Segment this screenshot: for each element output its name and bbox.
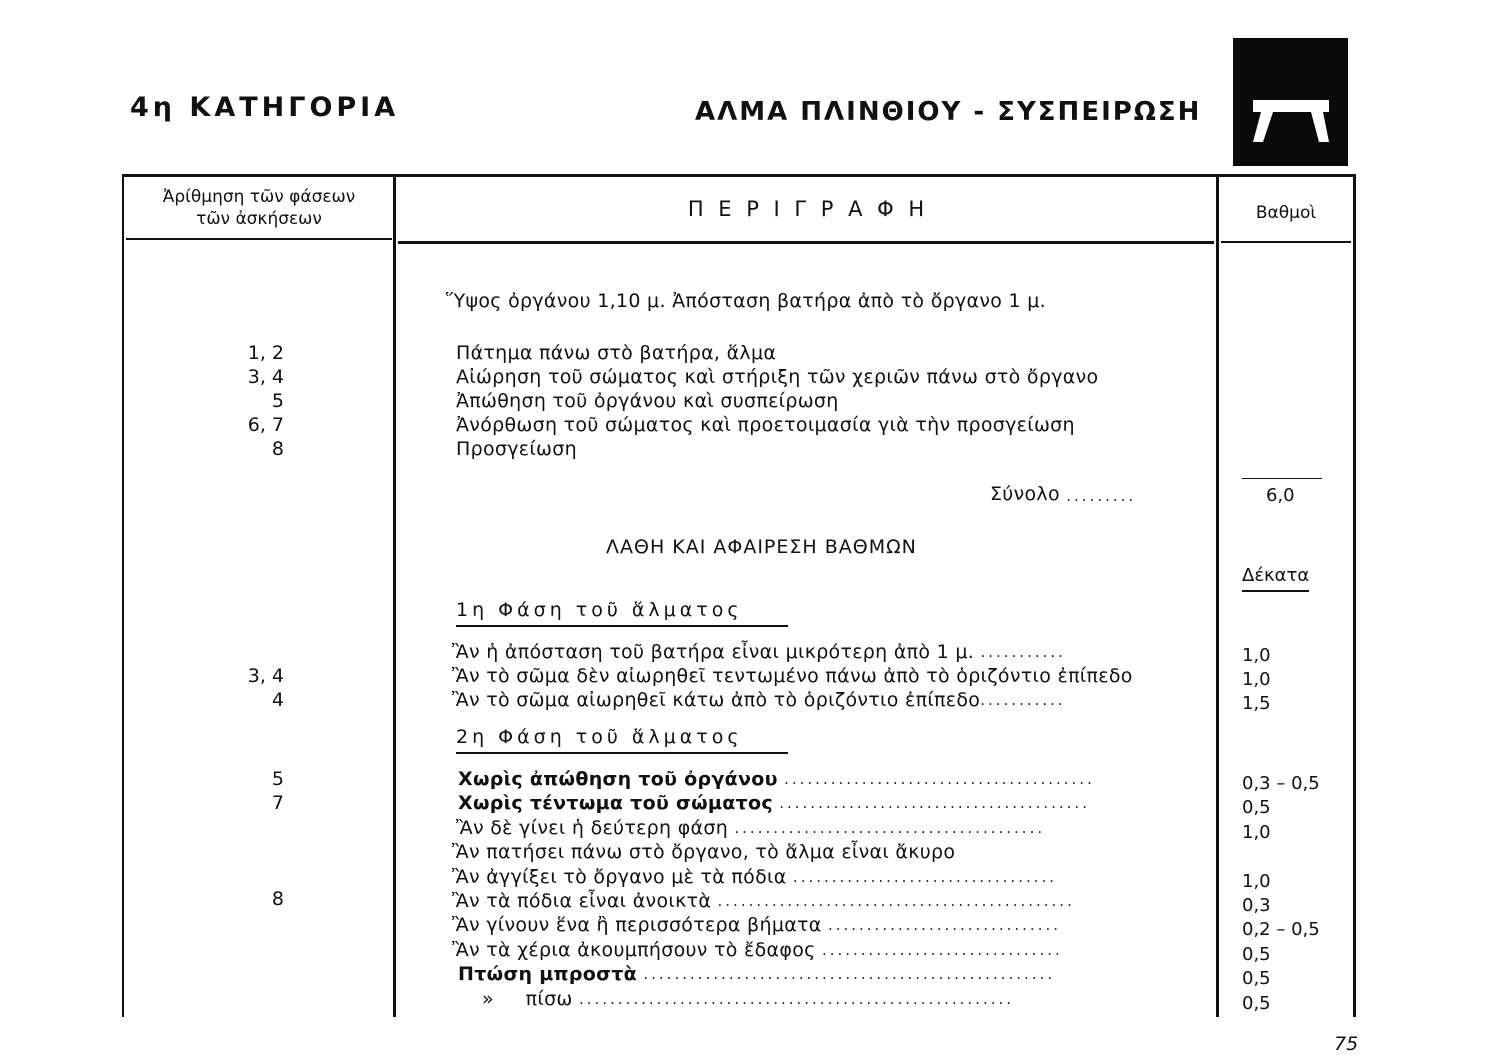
phase-number: 3, 4 bbox=[247, 366, 284, 388]
error-row: Πτώση μπροστὰ ..................................................... bbox=[458, 963, 1056, 986]
phase-line: Προσγείωση bbox=[456, 438, 577, 460]
error-row: Χωρὶς ἀπώθηση τοῦ ὀργάνου ........................................ bbox=[458, 768, 1095, 790]
tenths-label: Δέκατα bbox=[1242, 565, 1309, 592]
error-value: 0,2 – 0,5 bbox=[1242, 919, 1320, 941]
vaulting-horse-icon bbox=[1233, 38, 1348, 166]
phase-number: 5 bbox=[271, 768, 284, 790]
col2-divider bbox=[1216, 177, 1219, 1017]
exercise-title: ΑΛΜΑ ΠΛΙΝΘΙΟΥ - ΣΥΣΠΕΙΡΩΣΗ bbox=[695, 97, 1202, 127]
errors-heading: ΛΑΘΗ ΚΑΙ ΑΦΑΙΡΕΣΗ ΒΑΘΜΩΝ bbox=[606, 536, 917, 558]
total-value: 6,0 bbox=[1266, 485, 1295, 506]
phase2-errors bbox=[452, 767, 1184, 1011]
phase2-title: 2η Φάση τοῦ ἅλματος bbox=[456, 726, 788, 754]
leader-dots: ......... bbox=[1066, 487, 1137, 505]
category-title: 4η ΚΑΤΗΓΟΡΙΑ bbox=[130, 92, 400, 123]
error-row: Ἂν τὸ σῶμα αἰωρηθεῖ κάτω ἀπὸ τὸ ὁριζόντιο ἐπίπεδο........... bbox=[452, 689, 1066, 711]
error-row: Ἂν τὰ χέρια ἀκουμπήσουν τὸ ἔδαφος ............................... bbox=[452, 938, 1063, 961]
apparatus-specs: Ὕψος ὀργάνου 1,10 μ. Ἀπόσταση βατήρα ἀπὸ τὸ ὄργανο 1 μ. bbox=[446, 290, 1046, 312]
table-top-rule bbox=[122, 174, 1356, 177]
error-value: 0,3 bbox=[1242, 895, 1271, 917]
total-row bbox=[990, 483, 1162, 505]
col-header-phases: Ἀρίθμηση τῶν φάσεων τῶν ἀσκήσεων bbox=[162, 187, 356, 229]
page-number: 75 bbox=[1334, 1033, 1359, 1055]
phase-number: 8 bbox=[271, 438, 284, 460]
error-value: 0,3 – 0,5 bbox=[1242, 773, 1320, 794]
error-value: 1,5 bbox=[1242, 693, 1271, 714]
total-label: Σύνολο bbox=[990, 483, 1060, 505]
phase-line: Αἰώρηση τοῦ σώματος καὶ στήριξη τῶν χεριῶν πάνω στὸ ὄργανο bbox=[456, 366, 1099, 388]
error-row: Ἂν γίνουν ἕνα ἢ περισσότερα βήματα .............................. bbox=[452, 914, 1061, 937]
phase1-numbers bbox=[224, 664, 284, 712]
error-row: Ἂν δὲ γίνει ἡ δεύτερη φάση ........................................ bbox=[456, 816, 1046, 839]
error-value: 1,0 bbox=[1242, 645, 1271, 666]
error-value: 1,0 bbox=[1242, 821, 1271, 843]
phase2-numbers bbox=[224, 767, 284, 911]
phase-number: 6, 7 bbox=[247, 414, 284, 436]
phase-line: Ἀνόρθωση τοῦ σώματος καὶ προετοιμασία γιὰ τὴν προσγείωση bbox=[456, 414, 1075, 436]
phase-number: 4 bbox=[271, 689, 284, 711]
error-value: 0,5 bbox=[1242, 968, 1271, 990]
phase-line: Πάτημα πάνω στὸ βατήρα, ἅλμα bbox=[456, 342, 777, 364]
error-row: » πίσω ........................................................ bbox=[482, 987, 1015, 1010]
phase-number: 5 bbox=[271, 390, 284, 412]
col3-head-rule bbox=[1221, 241, 1351, 243]
error-value: 0,5 bbox=[1242, 992, 1271, 1014]
phase-line: Ἀπώθηση τοῦ ὀργάνου καὶ συσπείρωση bbox=[456, 390, 839, 412]
error-row: Ἂν τὰ πόδια εἶναι ἀνοικτὰ .............................................. bbox=[452, 890, 1075, 913]
table-right-rule bbox=[1353, 177, 1356, 1017]
col1-head-rule bbox=[126, 238, 392, 240]
phase-number: 1, 2 bbox=[247, 342, 284, 364]
col-header-points: Βαθμοὶ bbox=[1255, 203, 1317, 223]
col-header-description: Π Ε Ρ Ι Γ Ρ Α Φ Η bbox=[687, 197, 925, 221]
col2-head-rule bbox=[398, 241, 1214, 244]
error-row: Χωρὶς τέντωμα τοῦ σώματος ........................................ bbox=[458, 792, 1090, 815]
phase-descriptions bbox=[456, 341, 1098, 461]
error-row: Ἂν πατήσει πάνω στὸ ὄργανο, τὸ ἅλμα εἶναι ἄκυρο bbox=[452, 841, 956, 864]
error-value: 0,5 bbox=[1242, 797, 1271, 819]
phase1-title: 1η Φάση τοῦ ἅλματος bbox=[456, 599, 788, 627]
error-value: 1,0 bbox=[1242, 669, 1271, 690]
phase-numbers bbox=[224, 341, 284, 461]
phase2-values bbox=[1242, 772, 1320, 1016]
phase-number: 7 bbox=[271, 792, 284, 814]
total-rule bbox=[1242, 478, 1322, 479]
col1-divider bbox=[393, 177, 396, 1017]
phase-number: 3, 4 bbox=[247, 665, 284, 687]
table-left-rule bbox=[122, 177, 124, 1017]
phase1-values bbox=[1242, 644, 1271, 716]
error-row: Ἂν ἀγγίξει τὸ ὄργανο μὲ τὰ πόδια .................................. bbox=[452, 865, 1058, 888]
error-value: 0,5 bbox=[1242, 943, 1271, 965]
error-value: 1,0 bbox=[1242, 870, 1271, 892]
error-row: Ἂν ἡ ἀπόσταση τοῦ βατήρα εἶναι μικρότερη ἀπὸ 1 μ. ........... bbox=[452, 641, 1066, 663]
phase-number: 8 bbox=[271, 888, 284, 910]
error-value bbox=[1242, 845, 1320, 869]
error-row: Ἂν τὸ σῶμα δὲν αἰωρηθεῖ τεντωμένο πάνω ἀπὸ τὸ ὁριζόντιο ἐπίπεδο bbox=[452, 665, 1133, 687]
phase1-errors bbox=[452, 640, 1133, 712]
